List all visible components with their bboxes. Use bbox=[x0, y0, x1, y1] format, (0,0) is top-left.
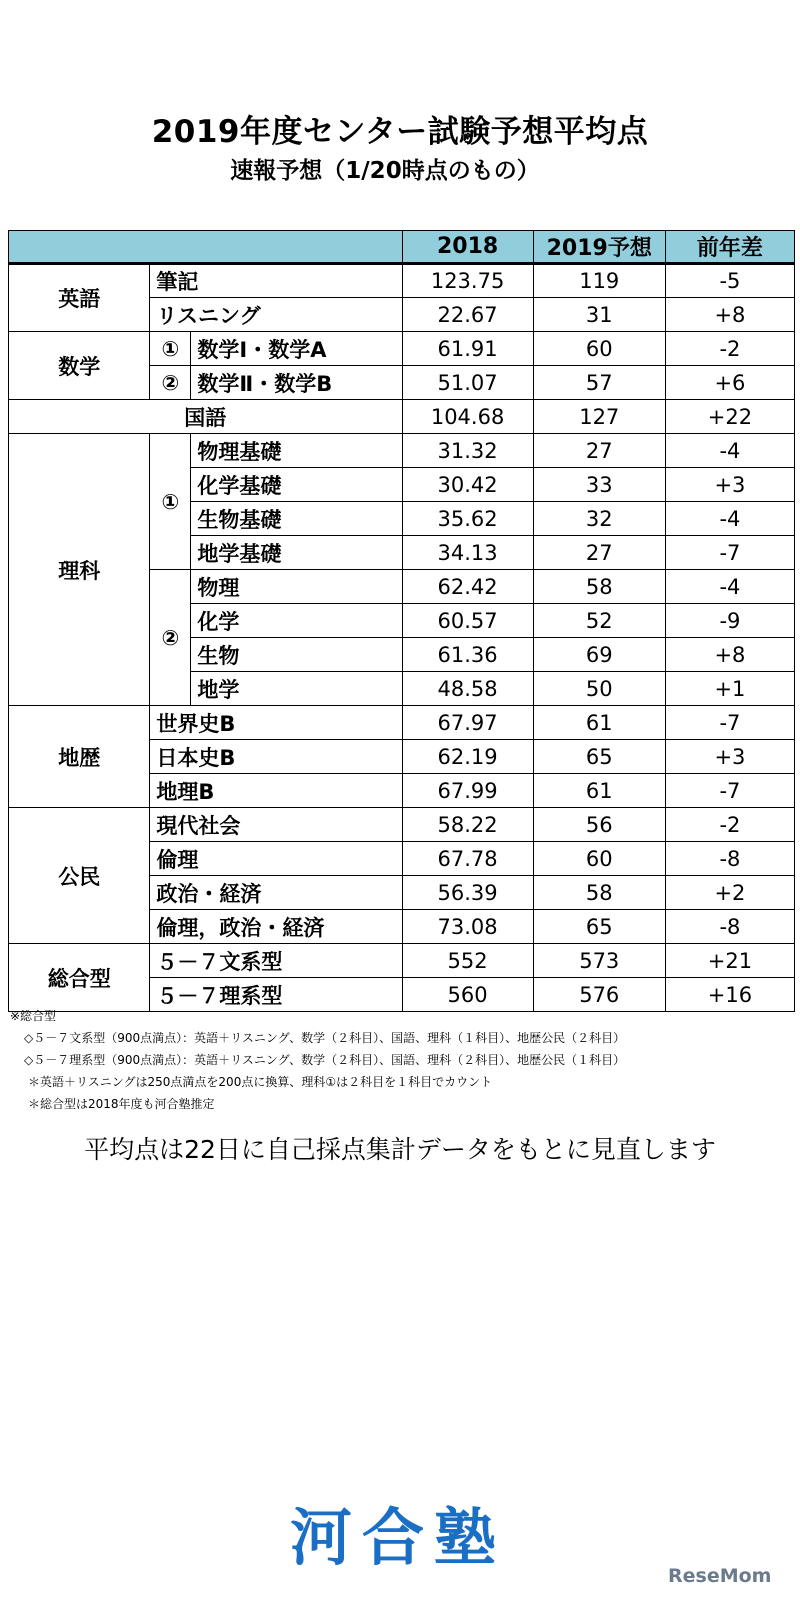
watermark: ReseMom bbox=[668, 1565, 772, 1587]
table-row bbox=[9, 264, 795, 298]
value-2018: 62.19 bbox=[402, 740, 533, 774]
category-geohist: 地歴 bbox=[9, 706, 150, 808]
value-2018: 60.57 bbox=[402, 604, 533, 638]
value-2019: 31 bbox=[533, 298, 665, 332]
table-row bbox=[9, 944, 795, 978]
value-diff: -4 bbox=[665, 570, 794, 604]
value-2019: 50 bbox=[533, 672, 665, 706]
value-diff: +3 bbox=[665, 468, 794, 502]
subject-name: 数学Ⅱ・数学B bbox=[191, 366, 402, 400]
value-2018: 31.32 bbox=[402, 434, 533, 468]
subject-name: 世界史B bbox=[150, 706, 402, 740]
subject-name: 生物基礎 bbox=[191, 502, 402, 536]
value-diff: +21 bbox=[665, 944, 794, 978]
value-2019: 573 bbox=[533, 944, 665, 978]
value-diff: -4 bbox=[665, 434, 794, 468]
page-subtitle: 速報予想（1/20時点のもの） bbox=[230, 158, 540, 184]
value-2018: 67.99 bbox=[402, 774, 533, 808]
value-2019: 576 bbox=[533, 978, 665, 1012]
category-civics: 公民 bbox=[9, 808, 150, 944]
subject-name: 生物 bbox=[191, 638, 402, 672]
value-diff: -8 bbox=[665, 910, 794, 944]
value-diff: +8 bbox=[665, 298, 794, 332]
value-2019: 65 bbox=[533, 910, 665, 944]
value-diff: +2 bbox=[665, 876, 794, 910]
footnote-line: ＊英語＋リスニングは250点満点を200点に換算、理科①は２科目を１科目でカウント bbox=[28, 1075, 493, 1089]
header-blank bbox=[9, 231, 403, 264]
value-2018: 61.91 bbox=[402, 332, 533, 366]
table-row bbox=[9, 706, 795, 740]
value-diff: -7 bbox=[665, 774, 794, 808]
value-2019: 65 bbox=[533, 740, 665, 774]
subject-name: ５－７文系型 bbox=[150, 944, 402, 978]
subject-name: 物理 bbox=[191, 570, 402, 604]
value-2019: 27 bbox=[533, 536, 665, 570]
value-2019: 33 bbox=[533, 468, 665, 502]
value-diff: +1 bbox=[665, 672, 794, 706]
group-mark: ② bbox=[150, 366, 191, 400]
page-title: 2019年度センター試験予想平均点 bbox=[151, 114, 649, 150]
value-diff: +16 bbox=[665, 978, 794, 1012]
group-mark: ① bbox=[150, 434, 191, 570]
footnote-line: ◇５－７理系型（900点満点）：英語＋リスニング、数学（２科目）、国語、理科（２科目）、地歴公民（１科目） bbox=[24, 1053, 626, 1067]
value-diff: -5 bbox=[665, 264, 794, 298]
subject-name: 日本史B bbox=[150, 740, 402, 774]
group-mark: ② bbox=[150, 570, 191, 706]
value-2018: 104.68 bbox=[402, 400, 533, 434]
subject-name: 倫理 bbox=[150, 842, 402, 876]
value-2019: 27 bbox=[533, 434, 665, 468]
value-diff: -2 bbox=[665, 332, 794, 366]
value-diff: -7 bbox=[665, 536, 794, 570]
value-2019: 127 bbox=[533, 400, 665, 434]
category-combined: 総合型 bbox=[9, 944, 150, 1012]
subject-name: 化学 bbox=[191, 604, 402, 638]
category-science: 理科 bbox=[9, 434, 150, 706]
value-diff: -8 bbox=[665, 842, 794, 876]
value-2019: 69 bbox=[533, 638, 665, 672]
value-diff: -2 bbox=[665, 808, 794, 842]
subject-name: 数学Ⅰ・数学A bbox=[191, 332, 402, 366]
header-2018: 2018 bbox=[402, 231, 533, 264]
value-diff: +6 bbox=[665, 366, 794, 400]
footnote-heading: ※総合型 bbox=[10, 1009, 57, 1023]
value-2019: 60 bbox=[533, 332, 665, 366]
value-2018: 58.22 bbox=[402, 808, 533, 842]
subject-name: 物理基礎 bbox=[191, 434, 402, 468]
value-2018: 22.67 bbox=[402, 298, 533, 332]
kawaijuku-logo bbox=[276, 1497, 521, 1572]
value-diff: +22 bbox=[665, 400, 794, 434]
subject-name: 化学基礎 bbox=[191, 468, 402, 502]
value-2018: 56.39 bbox=[402, 876, 533, 910]
value-2019: 58 bbox=[533, 876, 665, 910]
category-english: 英語 bbox=[9, 264, 150, 332]
group-mark: ① bbox=[150, 332, 191, 366]
scores-table bbox=[8, 230, 795, 1012]
value-2018: 51.07 bbox=[402, 366, 533, 400]
value-diff: -4 bbox=[665, 502, 794, 536]
footnote-line: ◇５－７文系型（900点満点）：英語＋リスニング、数学（２科目）、国語、理科（１科目）、地歴公民（２科目） bbox=[24, 1031, 626, 1045]
value-2018: 73.08 bbox=[402, 910, 533, 944]
value-2019: 52 bbox=[533, 604, 665, 638]
value-2019: 119 bbox=[533, 264, 665, 298]
table-row bbox=[9, 332, 795, 366]
subject-name: 倫理，政治・経済 bbox=[150, 910, 402, 944]
footnote-line: ＊総合型は2018年度も河合塾推定 bbox=[28, 1097, 215, 1111]
logo-text: 河合塾 bbox=[289, 1501, 507, 1572]
subject-name: 地学 bbox=[191, 672, 402, 706]
value-2018: 30.42 bbox=[402, 468, 533, 502]
value-2018: 552 bbox=[402, 944, 533, 978]
value-2019: 61 bbox=[533, 706, 665, 740]
value-diff: +3 bbox=[665, 740, 794, 774]
table-row bbox=[9, 400, 795, 434]
value-2019: 61 bbox=[533, 774, 665, 808]
value-2018: 35.62 bbox=[402, 502, 533, 536]
value-diff: -7 bbox=[665, 706, 794, 740]
value-2018: 560 bbox=[402, 978, 533, 1012]
value-diff: +8 bbox=[665, 638, 794, 672]
subject-name: 現代社会 bbox=[150, 808, 402, 842]
value-2019: 58 bbox=[533, 570, 665, 604]
value-2019: 60 bbox=[533, 842, 665, 876]
subject-name: 政治・経済 bbox=[150, 876, 402, 910]
value-2018: 67.78 bbox=[402, 842, 533, 876]
value-2018: 62.42 bbox=[402, 570, 533, 604]
value-2018: 48.58 bbox=[402, 672, 533, 706]
value-2019: 32 bbox=[533, 502, 665, 536]
subject-name: 地理B bbox=[150, 774, 402, 808]
value-2018: 61.36 bbox=[402, 638, 533, 672]
review-notice: 平均点は22日に自己採点集計データをもとに見直します bbox=[84, 1135, 716, 1164]
subject-name: リスニング bbox=[150, 298, 402, 332]
footnotes bbox=[10, 1005, 625, 1115]
value-2018: 123.75 bbox=[402, 264, 533, 298]
subject-name: 筆記 bbox=[150, 264, 402, 298]
table-row bbox=[9, 808, 795, 842]
header-2019: 2019予想 bbox=[533, 231, 665, 264]
value-2019: 56 bbox=[533, 808, 665, 842]
value-2018: 34.13 bbox=[402, 536, 533, 570]
table-header-row bbox=[9, 231, 795, 264]
header-diff: 前年差 bbox=[665, 231, 794, 264]
subject-name: ５－７理系型 bbox=[150, 978, 402, 1012]
table-row bbox=[9, 434, 795, 468]
value-2019: 57 bbox=[533, 366, 665, 400]
category-japanese: 国語 bbox=[9, 400, 403, 434]
category-math: 数学 bbox=[9, 332, 150, 400]
value-2018: 67.97 bbox=[402, 706, 533, 740]
value-diff: -9 bbox=[665, 604, 794, 638]
subject-name: 地学基礎 bbox=[191, 536, 402, 570]
